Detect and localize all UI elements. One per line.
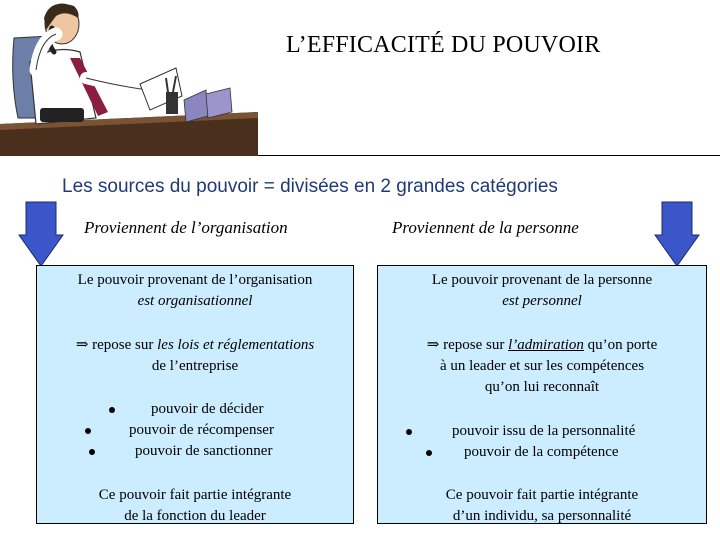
column-heading-organisation: Proviennent de l’organisation xyxy=(84,218,288,237)
implies-arrow: ⇒ xyxy=(75,337,89,353)
panel-intro-emphasis: est personnel xyxy=(502,293,582,309)
panel-closing-line-2: de la fonction du leader xyxy=(124,508,266,524)
list-item: pouvoir de sanctionner xyxy=(81,441,321,462)
bullet-dot xyxy=(85,428,91,434)
column-heading-personne: Proviennent de la personne xyxy=(392,218,579,237)
subtitle: Les sources du pouvoir = divisées en 2 grandes catégories xyxy=(62,176,558,197)
panel-rule-line: ⇒ repose sur l’admiration qu’on porte xyxy=(426,337,658,353)
implies-arrow: ⇒ xyxy=(426,337,440,353)
bullet-list xyxy=(81,399,321,462)
list-item: pouvoir issu de la personnalité xyxy=(400,421,700,442)
panel-rule-line: ⇒ repose sur les lois et réglementations xyxy=(75,337,315,353)
title-underline xyxy=(258,155,720,156)
panel-rule-line-2: à un leader et sur les compétences xyxy=(439,358,645,374)
panel-intro-emphasis: est organisationnel xyxy=(137,293,253,309)
page-title: L’EFFICACITÉ DU POUVOIR xyxy=(286,32,601,58)
panel-rule-line-3: qu’on lui reconnaît xyxy=(484,379,600,395)
panel-intro-line: Le pouvoir provenant de l’organisation xyxy=(77,272,313,288)
panel-intro-line: Le pouvoir provenant de la personne xyxy=(431,272,653,288)
bullet-dot xyxy=(109,407,115,413)
panel-personne xyxy=(377,265,707,524)
bullet-dot xyxy=(89,449,95,455)
panel-closing-line-2: d’un individu, sa personnalité xyxy=(452,508,632,524)
panel-closing-line: Ce pouvoir fait partie intégrante xyxy=(445,487,639,503)
list-item: pouvoir de la compétence xyxy=(400,442,700,463)
bullet-dot xyxy=(426,450,432,456)
list-item: pouvoir de décider xyxy=(81,399,321,420)
down-arrow-icon xyxy=(18,201,64,267)
bullet-list xyxy=(400,421,700,463)
businessman-on-phone-clipart xyxy=(0,0,258,156)
panel-closing-line: Ce pouvoir fait partie intégrante xyxy=(98,487,292,503)
down-arrow-icon xyxy=(654,201,700,267)
panel-rule-line-2: de l’entreprise xyxy=(151,358,239,374)
panel-organisation xyxy=(36,265,354,524)
bullet-dot xyxy=(406,429,412,435)
list-item: pouvoir de récompenser xyxy=(81,420,321,441)
